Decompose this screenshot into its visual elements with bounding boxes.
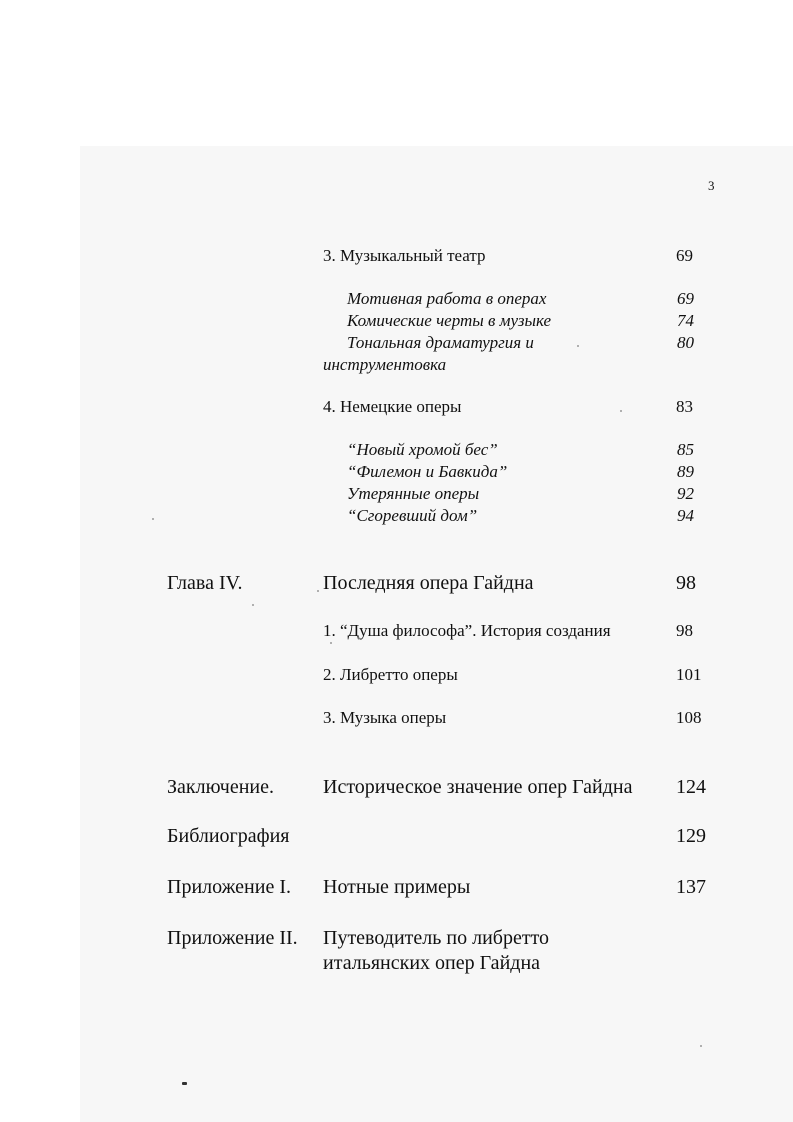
toc-item-page: 85 (677, 440, 694, 459)
chapter-4-page: 98 (676, 572, 696, 594)
scan-speck (700, 1045, 702, 1047)
toc-item-comic: Комические черты в музыке (347, 311, 552, 330)
toc-item-opera: Утерянные оперы (347, 484, 480, 503)
chapter-4-section-page: 108 (676, 708, 702, 727)
page-number: 3 (708, 178, 715, 193)
toc-item-opera: “Филемон и Бавкида” (347, 462, 508, 481)
scan-speck (577, 345, 579, 347)
chapter-4-title: Последняя опера Гайдна (323, 572, 534, 594)
scan-speck (330, 642, 332, 644)
scan-speck (182, 1082, 187, 1085)
scan-speck (317, 590, 319, 592)
toc-item-page: 94 (677, 506, 694, 525)
toc-item-tonal: Тональная драматургия и (347, 333, 534, 352)
chapter-4-section-page: 101 (676, 665, 702, 684)
scan-speck (620, 410, 622, 412)
section-3-page: 69 (676, 246, 693, 265)
bibliography-label: Библиография (167, 825, 290, 847)
section-4-heading: 4. Немецкие оперы (323, 397, 462, 416)
chapter-4-section-page: 98 (676, 621, 693, 640)
chapter-4-label: Глава IV. (167, 572, 243, 594)
chapter-4-section: 1. “Душа философа”. История создания (323, 621, 611, 640)
toc-item-opera: “Сгоревший дом” (347, 506, 478, 525)
conclusion-title: Историческое значение опер Гайдна (323, 776, 633, 798)
toc-item-page: 74 (677, 311, 694, 330)
conclusion-label: Заключение. (167, 776, 274, 798)
toc-item-opera: “Новый хромой бес” (347, 440, 498, 459)
appendix-1-title: Нотные примеры (323, 876, 471, 898)
bibliography-page: 129 (676, 825, 706, 847)
appendix-2-title-line1: Путеводитель по либретто (323, 927, 550, 949)
toc-item-motivic: Мотивная работа в операх (347, 289, 547, 308)
chapter-4-section: 3. Музыка оперы (323, 708, 447, 727)
toc-item-page: 89 (677, 462, 694, 481)
section-4-page: 83 (676, 397, 693, 416)
appendix-2-label: Приложение II. (167, 927, 298, 949)
appendix-1-label: Приложение I. (167, 876, 292, 898)
toc-item-page: 92 (677, 484, 694, 503)
scan-speck (152, 518, 154, 520)
toc-item-tonal-cont: инструментовка (323, 355, 447, 374)
toc-item-page: 69 (677, 289, 694, 308)
appendix-1-page: 137 (676, 876, 706, 898)
conclusion-page: 124 (676, 776, 706, 798)
appendix-2-title-line2: итальянских опер Гайдна (323, 952, 541, 974)
scan-speck (252, 604, 254, 606)
section-3-heading: 3. Музыкальный театр (323, 246, 486, 265)
toc-item-page: 80 (677, 333, 694, 352)
chapter-4-section: 2. Либретто оперы (323, 665, 458, 684)
